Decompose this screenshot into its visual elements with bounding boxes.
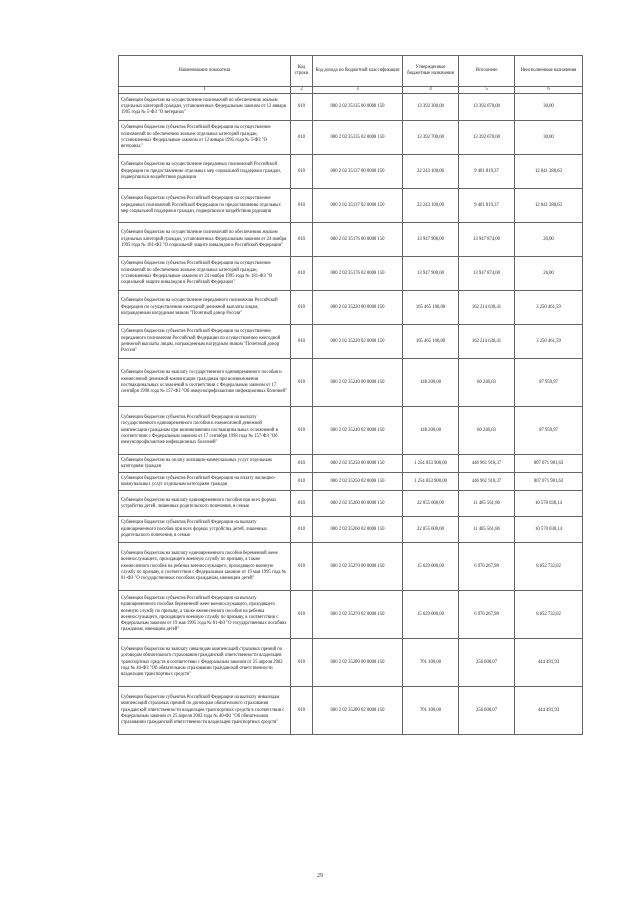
- table-body: [119, 94, 583, 735]
- row-indicator-name: Субвенции бюджетам на осуществление полномочий по обеспечению жильем отдельных категорий граждан, установленных Федеральным законом от 24 ноября 1995 года № 181-ФЗ "О социальной защите инвалидов в Российской Федерации": [119, 223, 291, 257]
- row-line-code: 010: [291, 687, 313, 735]
- row-remaining-amount: 87 959,97: [515, 407, 583, 455]
- row-income-code: 000 2 02 35260 00 0000 150: [313, 491, 403, 517]
- row-executed-amount: 162 214 638,41: [459, 291, 515, 325]
- row-approved-amount: 1 254 033 900,00: [403, 473, 459, 491]
- row-approved-amount: 22 243 100,00: [403, 155, 459, 189]
- row-income-code: 000 2 02 35240 00 0000 150: [313, 359, 403, 407]
- row-approved-amount: 1 254 033 900,00: [403, 455, 459, 473]
- row-approved-amount: 22 243 100,00: [403, 189, 459, 223]
- column-number: 2: [291, 87, 313, 94]
- row-income-code: 000 2 02 35176 02 0000 150: [313, 257, 403, 291]
- row-approved-amount: 13 392 700,00: [403, 121, 459, 155]
- column-number-row: [119, 87, 583, 94]
- row-approved-amount: 22 055 600,00: [403, 491, 459, 517]
- row-income-code: 000 2 02 35250 00 0000 150: [313, 455, 403, 473]
- row-executed-amount: 9 401 819,37: [459, 189, 515, 223]
- row-executed-amount: 6 976 267,98: [459, 543, 515, 591]
- row-remaining-amount: 12 841 280,63: [515, 155, 583, 189]
- table-row: [119, 359, 583, 407]
- row-income-code: 000 2 02 35137 02 0000 150: [313, 189, 403, 223]
- row-line-code: 010: [291, 189, 313, 223]
- column-number: 1: [119, 87, 291, 94]
- budget-execution-table: [118, 55, 583, 735]
- row-remaining-amount: 26,00: [515, 223, 583, 257]
- column-number: 4: [403, 87, 459, 94]
- row-remaining-amount: 807 071 981,63: [515, 455, 583, 473]
- row-indicator-name: Субвенции бюджетам субъектов Российской Федерации на выплату единовременного пособия при всех формах устройства детей, лишенных родительского попечения, в семью: [119, 517, 291, 543]
- row-remaining-amount: 8 652 732,02: [515, 591, 583, 639]
- row-executed-amount: 13 947 874,00: [459, 257, 515, 291]
- row-indicator-name: Субвенции бюджетам на осуществление переданного полномочия Российской Федерации по осуществлению ежегодной денежной выплаты лицам, награжденным нагрудным знаком "Почетный донор России": [119, 291, 291, 325]
- row-line-code: 010: [291, 94, 313, 121]
- row-indicator-name: Субвенции бюджетам субъектов Российской Федерации на осуществление полномочий по обеспечению жильем отдельных категорий граждан, установленных Федеральным законом от 12 января 1995 года № 5-ФЗ "О ветеранах": [119, 121, 291, 155]
- row-line-code: 010: [291, 591, 313, 639]
- row-income-code: 000 2 02 35220 00 0000 150: [313, 291, 403, 325]
- row-line-code: 010: [291, 407, 313, 455]
- row-indicator-name: Субвенции бюджетам субъектов Российской Федерации на выплату инвалидам компенсаций страховых премий по договорам обязательного страхования гражданской ответственности владельцев транспортных средств в соответствии с Федеральным законом от 25 апреля 2002 года № 40-ФЗ "Об обязательном страховании гражданской ответственности владельцев транспортных средств": [119, 687, 291, 735]
- row-remaining-amount: 12 841 280,63: [515, 189, 583, 223]
- table-row: [119, 517, 583, 543]
- row-approved-amount: 165 465 100,00: [403, 291, 459, 325]
- row-line-code: 010: [291, 223, 313, 257]
- row-line-code: 010: [291, 291, 313, 325]
- row-income-code: 000 2 02 35220 02 0000 150: [313, 325, 403, 359]
- row-executed-amount: 60 240,03: [459, 407, 515, 455]
- header-approved: Утвержденные бюджетные назначения: [403, 56, 459, 87]
- row-income-code: 000 2 02 35270 02 0000 150: [313, 591, 403, 639]
- page-number: 29: [317, 873, 323, 879]
- row-approved-amount: 148 200,00: [403, 359, 459, 407]
- header-remaining: Неисполненные назначения: [515, 56, 583, 87]
- row-executed-amount: 256 608,07: [459, 687, 515, 735]
- table-header-row: [119, 56, 583, 87]
- table-row: [119, 94, 583, 121]
- header-executed: Исполнено: [459, 56, 515, 87]
- row-remaining-amount: 444 491,93: [515, 639, 583, 687]
- row-approved-amount: 15 629 000,00: [403, 591, 459, 639]
- row-remaining-amount: 807 071 981,63: [515, 473, 583, 491]
- row-line-code: 010: [291, 639, 313, 687]
- row-executed-amount: 60 240,03: [459, 359, 515, 407]
- table-row: [119, 155, 583, 189]
- row-line-code: 010: [291, 155, 313, 189]
- row-income-code: 000 2 02 35137 00 0000 150: [313, 155, 403, 189]
- row-indicator-name: Субвенции бюджетам субъектов Российской Федерации на выплату государственного единовременного пособия и ежемесячной денежной компенсации гражданам при возникновении поствакцинальных осложнений в соответствии с Федеральным законом от 17 сентября 1998 года № 157-ФЗ "Об иммунопрофилактике инфекционных болезней": [119, 407, 291, 455]
- row-indicator-name: Субвенции бюджетам субъектов Российской Федерации на осуществление полномочий по обеспечению жильем отдельных категорий граждан, установленных Федеральным законом от 24 ноября 1995 года № 181-ФЗ "О социальной защите инвалидов в Российской Федерации": [119, 257, 291, 291]
- row-income-code: 000 2 02 35270 00 0000 150: [313, 543, 403, 591]
- row-indicator-name: Субвенции бюджетам на выплату единовременного пособия при всех формах устройства детей, лишенных родительского попечения, в семью: [119, 491, 291, 517]
- row-indicator-name: Субвенции бюджетам субъектов Российской Федерации на выплату единовременного пособия беременной жене военнослужащего, проходящего военную службу по призыву, а также ежемесячного пособия на ребенка военнослужащего, проходящего военную службу по призыву, в соответствии с Федеральным законом от 19 мая 1995 года № 81-ФЗ "О государственных пособиях гражданам, имеющим детей": [119, 591, 291, 639]
- row-executed-amount: 6 976 267,98: [459, 591, 515, 639]
- table-row: [119, 687, 583, 735]
- row-line-code: 010: [291, 359, 313, 407]
- column-number: 6: [515, 87, 583, 94]
- row-executed-amount: 9 401 819,37: [459, 155, 515, 189]
- table-row: [119, 257, 583, 291]
- header-income-code: Код дохода по бюджетной классификации: [313, 56, 403, 87]
- row-executed-amount: 13 392 670,00: [459, 121, 515, 155]
- column-number: 3: [313, 87, 403, 94]
- row-income-code: 000 2 02 35250 02 0000 150: [313, 473, 403, 491]
- row-remaining-amount: 3 250 461,59: [515, 325, 583, 359]
- row-executed-amount: 256 608,07: [459, 639, 515, 687]
- row-indicator-name: Субвенции бюджетам на осуществление полномочий по обеспечению жильем отдельных категорий граждан, установленных Федеральным законом от 12 января 1995 года № 5-ФЗ "О ветеранах": [119, 94, 291, 121]
- row-income-code: 000 2 02 35260 02 0000 150: [313, 517, 403, 543]
- table-row: [119, 223, 583, 257]
- row-line-code: 010: [291, 325, 313, 359]
- table-row: [119, 407, 583, 455]
- row-approved-amount: 13 392 300,00: [403, 94, 459, 121]
- table-row: [119, 189, 583, 223]
- row-income-code: 000 2 02 35280 00 0000 150: [313, 639, 403, 687]
- row-line-code: 010: [291, 257, 313, 291]
- table-row: [119, 473, 583, 491]
- column-number: 5: [459, 87, 515, 94]
- row-line-code: 010: [291, 473, 313, 491]
- row-remaining-amount: 444 491,93: [515, 687, 583, 735]
- row-remaining-amount: 10 570 038,14: [515, 517, 583, 543]
- row-indicator-name: Субвенции бюджетам на выплату единовременного пособия беременной жене военнослужащего, проходящего военную службу по призыву, а также ежемесячного пособия на ребенка военнослужащего, проходящего военную службу по призыву, в соответствии с Федеральным законом от 19 мая 1995 года № 81-ФЗ "О государственных пособиях гражданам, имеющим детей": [119, 543, 291, 591]
- table-row: [119, 121, 583, 155]
- row-remaining-amount: 87 959,97: [515, 359, 583, 407]
- row-approved-amount: 22 055 600,00: [403, 517, 459, 543]
- row-executed-amount: 13 392 070,00: [459, 94, 515, 121]
- row-remaining-amount: 8 652 732,02: [515, 543, 583, 591]
- row-income-code: 000 2 02 35135 02 0000 150: [313, 121, 403, 155]
- row-remaining-amount: 3 250 461,59: [515, 291, 583, 325]
- row-indicator-name: Субвенции бюджетам субъектов Российской Федерации на осуществление переданных полномочий Российской Федерации по предоставлению отдельных мер социальной поддержки граждан, подвергшихся воздействию радиации: [119, 189, 291, 223]
- row-remaining-amount: 10 570 038,14: [515, 491, 583, 517]
- row-indicator-name: Субвенции бюджетам субъектов Российской Федерации на осуществление переданного полномочия Российской Федерации по осуществлению ежегодной денежной выплаты лицам, награжденным нагрудным знаком "Почетный донор России": [119, 325, 291, 359]
- row-approved-amount: 148 200,00: [403, 407, 459, 455]
- row-approved-amount: 13 947 900,00: [403, 223, 459, 257]
- header-line-code: Код строки: [291, 56, 313, 87]
- table-row: [119, 325, 583, 359]
- row-approved-amount: 701 100,00: [403, 687, 459, 735]
- row-indicator-name: Субвенции бюджетам на осуществление переданных полномочий Российской Федерации по предоставлению отдельных мер социальной поддержки граждан, подвергшихся воздействию радиации: [119, 155, 291, 189]
- row-executed-amount: 11 485 561,86: [459, 491, 515, 517]
- row-executed-amount: 446 961 918,37: [459, 455, 515, 473]
- row-approved-amount: 165 465 100,00: [403, 325, 459, 359]
- table-row: [119, 591, 583, 639]
- row-approved-amount: 15 629 000,00: [403, 543, 459, 591]
- row-indicator-name: Субвенции бюджетам на выплату инвалидам компенсаций страховых премий по договорам обязательного страхования гражданской ответственности владельцев транспортных средств в соответствии с Федеральным законом от 25 апреля 2002 года № 40-ФЗ "Об обязательном страховании гражданской ответственности владельцев транспортных средств": [119, 639, 291, 687]
- row-remaining-amount: 26,00: [515, 257, 583, 291]
- row-indicator-name: Субвенции бюджетам субъектов Российской Федерации на оплату жилищно-коммунальных услуг отдельным категориям граждан: [119, 473, 291, 491]
- table-row: [119, 543, 583, 591]
- row-approved-amount: 13 947 900,00: [403, 257, 459, 291]
- table-row: [119, 455, 583, 473]
- row-income-code: 000 2 02 35135 00 0000 150: [313, 94, 403, 121]
- row-remaining-amount: 30,00: [515, 94, 583, 121]
- table-row: [119, 491, 583, 517]
- row-indicator-name: Субвенции бюджетам на выплату государственного единовременного пособия и ежемесячной денежной компенсации гражданам при возникновении поствакцинальных осложнений в соответствии с Федеральным законом от 17 сентября 1998 года № 157-ФЗ "Об иммунопрофилактике инфекционных болезней": [119, 359, 291, 407]
- row-indicator-name: Субвенции бюджетам на оплату жилищно-коммунальных услуг отдельным категориям граждан: [119, 455, 291, 473]
- row-line-code: 010: [291, 517, 313, 543]
- row-income-code: 000 2 02 35240 02 0000 150: [313, 407, 403, 455]
- row-income-code: 000 2 02 35176 00 0000 150: [313, 223, 403, 257]
- row-executed-amount: 13 947 874,00: [459, 223, 515, 257]
- row-approved-amount: 701 100,00: [403, 639, 459, 687]
- row-remaining-amount: 30,00: [515, 121, 583, 155]
- row-executed-amount: 162 214 638,41: [459, 325, 515, 359]
- row-income-code: 000 2 02 35280 02 0000 150: [313, 687, 403, 735]
- row-line-code: 010: [291, 491, 313, 517]
- row-executed-amount: 446 961 918,37: [459, 473, 515, 491]
- table-row: [119, 291, 583, 325]
- row-line-code: 010: [291, 455, 313, 473]
- table-row: [119, 639, 583, 687]
- header-indicator-name: Наименование показателя: [119, 56, 291, 87]
- row-line-code: 010: [291, 121, 313, 155]
- row-line-code: 010: [291, 543, 313, 591]
- row-executed-amount: 11 485 561,86: [459, 517, 515, 543]
